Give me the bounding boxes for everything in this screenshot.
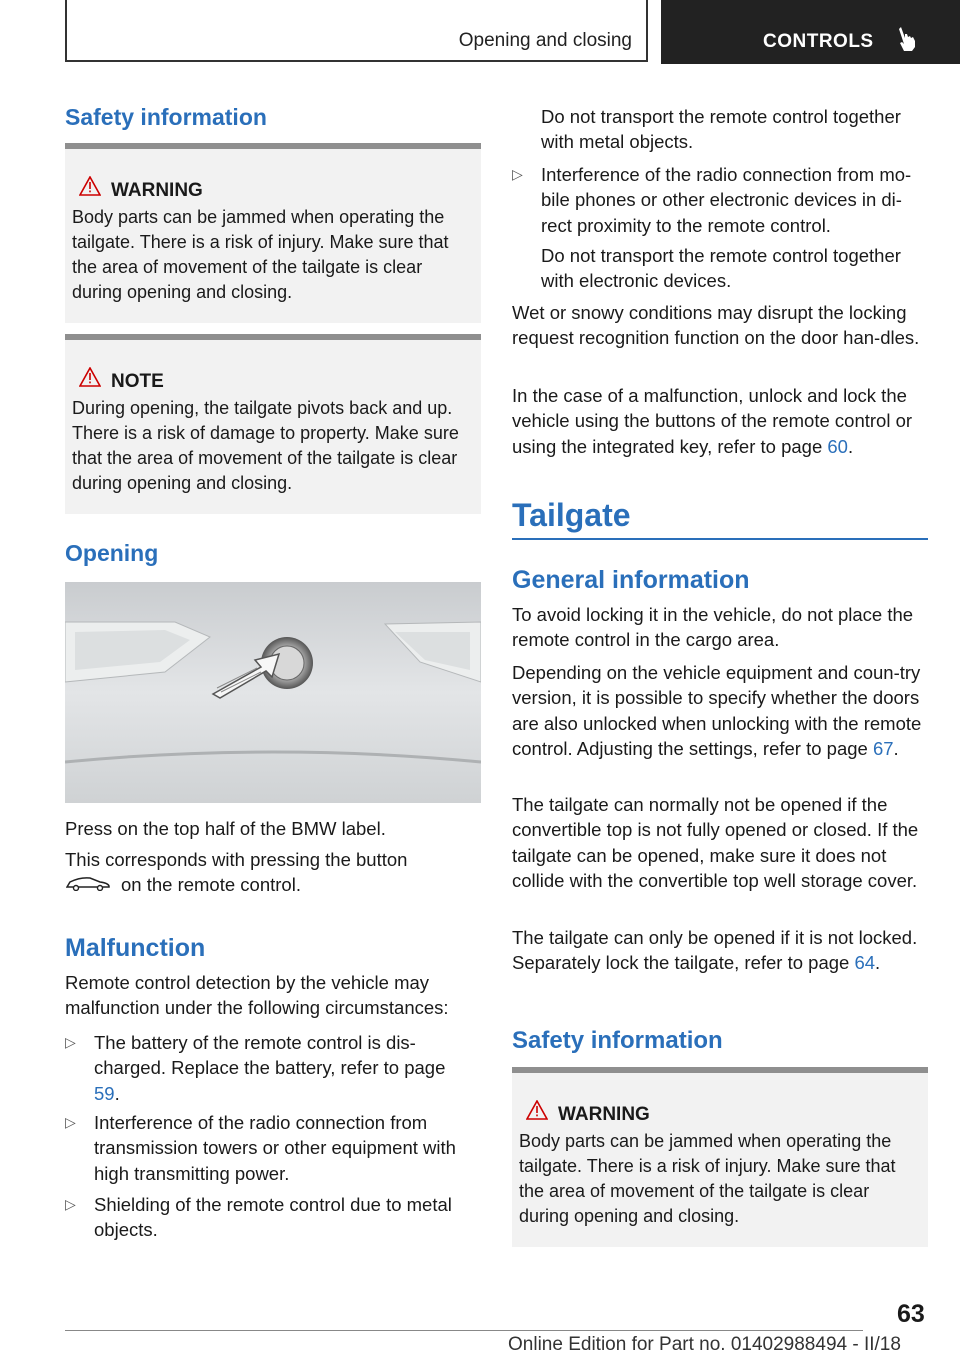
convertible-text: The tailgate can normally not be opened if the convertible top is not fully opened or closed. If the tailgate can be opened, make sure it does not collide with the convertible top well storage cover. (512, 794, 919, 891)
footer-rule (65, 1330, 863, 1331)
bullet-triangle-icon: ▷ (65, 1034, 76, 1050)
malfunction-heading: Malfunction (65, 934, 206, 962)
note-box (65, 334, 481, 514)
heading-rule (512, 538, 928, 540)
page-number: 63 (897, 1300, 925, 1328)
warning-box (65, 143, 481, 323)
bullet-triangle-icon: ▷ (65, 1114, 76, 1130)
header-chapter-title: CONTROLS (763, 31, 874, 52)
malfunction-intro: Remote control detection by the vehicle may malfunction under the following circumstances: (65, 972, 449, 1019)
page-link[interactable]: 67 (872, 737, 894, 759)
warning-label: WARNING (558, 1104, 650, 1125)
page-link[interactable]: 64 (854, 952, 876, 974)
warning-triangle-icon (79, 367, 101, 387)
depending-text: Depending on the vehicle equipment and coun‐try version, it is possible to specify whether the doors are also unlocked when unlocking with the remote control. Adjusting the settings, refer to page (512, 662, 922, 759)
warning-text: Body parts can be jammed when operating the tailgate. There is a risk of injury. Make sure that the area of movement of the tailgate is clear during opening and closing. (519, 1131, 896, 1226)
warning-text: Body parts can be jammed when operating the tailgate. There is a risk of injury. Make sure that the area of movement of the tailgate is clear during opening and closing. (72, 207, 449, 302)
locked-text: The tailgate can only be opened if it is not locked. Separately lock the tailgate, refer to page (512, 927, 918, 974)
header-section-title: Opening and closing (458, 30, 632, 51)
bullet-triangle-icon: ▷ (512, 166, 523, 182)
header-chapter-tab (661, 0, 960, 64)
page-link[interactable]: 60 (827, 435, 848, 457)
car-button-icon (66, 875, 110, 891)
tailgate-photo (65, 582, 481, 803)
bullet-triangle-icon: ▷ (65, 1196, 76, 1212)
general-info-heading: General information (512, 566, 750, 594)
wet-conditions-text: Wet or snowy conditions may disrupt the locking request recognition function on the door han‐dles. (512, 302, 920, 349)
bullet-text: Shielding of the remote control due to metal objects. (94, 1194, 452, 1241)
warning-triangle-icon (526, 1100, 548, 1120)
footer-edition: Online Edition for Part no. 01402988494 - II/18 (508, 1334, 901, 1355)
tailgate-heading: Tailgate (512, 497, 631, 533)
press-instruction: Press on the top half of the BMW label. (65, 818, 386, 839)
page-link[interactable]: 59 (94, 1082, 115, 1104)
bullet-subtext: Do not transport the remote control together with electronic devices. (541, 245, 901, 292)
pointing-hand-icon (897, 26, 919, 52)
note-text: During opening, the tailgate pivots back and up. There is a risk of damage to property. Make sure that the area of movement of the tailgate is clear during opening and closing. (72, 398, 459, 493)
corresponds-tail: on the remote control. (121, 874, 301, 895)
malfunction-text: In the case of a malfunction, unlock and lock the vehicle using the buttons of the remote control or using the integrated key, refer to page (512, 385, 913, 457)
warning-triangle-icon (79, 176, 101, 196)
bullet-text: Interference of the radio connection from transmission towers or other equipment with high transmitting power. (94, 1112, 456, 1184)
opening-heading: Opening (65, 540, 159, 566)
note-label: NOTE (111, 371, 164, 392)
continued-text: Do not transport the remote control together with metal objects. (541, 106, 901, 153)
general-info-text: To avoid locking it in the vehicle, do not place the remote control in the cargo area. (512, 604, 914, 651)
bullet-text: Interference of the radio connection from mo‐bile phones or other electronic devices in di‐rect proximity to the remote control. (541, 164, 912, 236)
safety-heading-2: Safety information (512, 1027, 723, 1054)
bullet-text: The battery of the remote control is dis‐charged. Replace the battery, refer to page (94, 1032, 446, 1079)
safety-heading: Safety information (65, 104, 267, 130)
warning-box-2 (512, 1067, 928, 1247)
corresponds-text: This corresponds with pressing the button (65, 849, 408, 870)
warning-label: WARNING (111, 180, 203, 201)
header-section-box (65, 0, 648, 62)
